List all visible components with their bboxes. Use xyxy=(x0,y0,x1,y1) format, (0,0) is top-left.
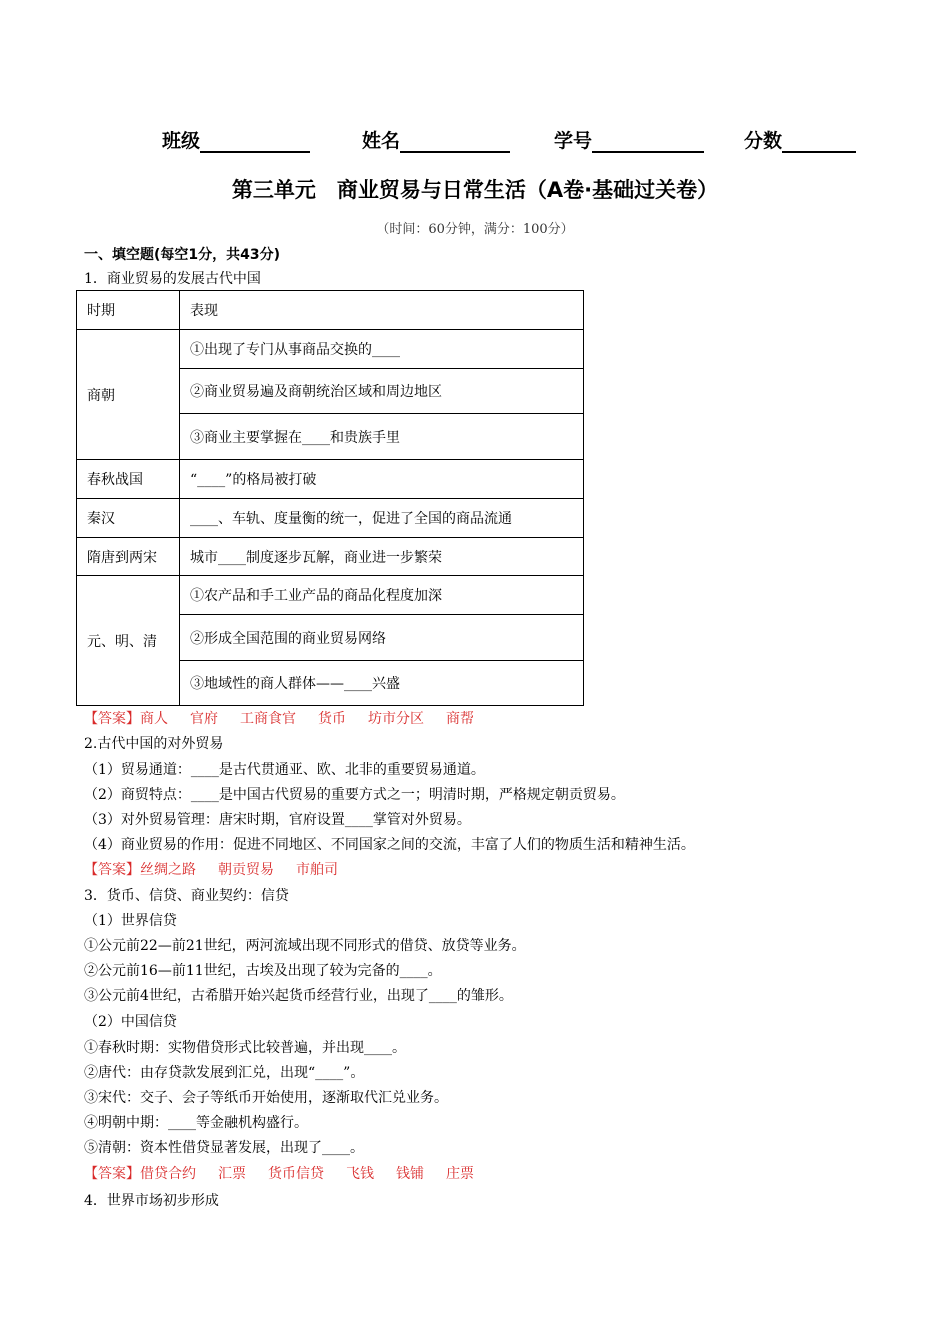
question-1-table xyxy=(76,290,584,706)
question-3-line: （2）中国信贷 xyxy=(84,1014,177,1030)
period-cell: 秦汉 xyxy=(77,499,180,538)
name-blank[interactable] xyxy=(400,129,510,153)
answer-item: 借贷合约 xyxy=(140,1166,196,1182)
table-row xyxy=(77,576,584,615)
question-2-line: （4）商业贸易的作用：促进不同地区、不同国家之间的交流，丰富了人们的物质生活和精神生活。 xyxy=(84,837,695,853)
class-blank[interactable] xyxy=(200,129,310,153)
table-row xyxy=(77,460,584,499)
content-cell: ③商业主要掌握在____和贵族手里 xyxy=(180,414,584,460)
table-header-row xyxy=(77,291,584,330)
answer-item: 货币信贷 xyxy=(268,1166,324,1182)
question-3-line: ①公元前22—前21世纪，两河流域出现不同形式的借贷、放贷等业务。 xyxy=(84,938,526,954)
content-header: 表现 xyxy=(180,291,584,330)
answer-label: 【答案】 xyxy=(84,711,140,727)
answer-item: 庄票 xyxy=(446,1166,474,1182)
content-cell: ①农产品和手工业产品的商品化程度加深 xyxy=(180,576,584,615)
answer-item: 丝绸之路 xyxy=(140,862,196,878)
question-2-title: 2.古代中国的对外贸易 xyxy=(84,736,224,752)
question-3-line: ②公元前16—前11世纪，古埃及出现了较为完备的____。 xyxy=(84,963,442,979)
answer-label: 【答案】 xyxy=(84,862,140,878)
content-cell: 城市____制度逐步瓦解，商业进一步繁荣 xyxy=(180,538,584,576)
answer-item: 坊市分区 xyxy=(368,711,424,727)
question-3-title: 3．货币、信贷、商业契约：信贷 xyxy=(84,888,289,904)
class-field[interactable] xyxy=(162,126,310,153)
answer-item: 市舶司 xyxy=(296,862,338,878)
period-cell: 隋唐到两宋 xyxy=(77,538,180,576)
score-blank[interactable] xyxy=(782,129,856,153)
question-3-line: ③宋代：交子、会子等纸币开始使用，逐渐取代汇兑业务。 xyxy=(84,1090,448,1106)
content-cell: ②形成全国范围的商业贸易网络 xyxy=(180,615,584,661)
table-row xyxy=(77,330,584,369)
id-field[interactable] xyxy=(554,126,704,153)
answer-item: 官府 xyxy=(190,711,218,727)
question-2-answer xyxy=(84,861,360,879)
answer-item: 工商食官 xyxy=(240,711,296,727)
table-row xyxy=(77,538,584,576)
question-2-line: （3）对外贸易管理：唐宋时期，官府设置____掌管对外贸易。 xyxy=(84,812,471,828)
exam-info: （时间：60分钟，满分：100分） xyxy=(376,222,574,237)
period-cell: 春秋战国 xyxy=(77,460,180,499)
content-cell: ②商业贸易遍及商朝统治区域和周边地区 xyxy=(180,369,584,414)
student-info-header xyxy=(0,126,950,156)
score-label: 分数 xyxy=(744,130,783,152)
question-1-answer xyxy=(84,710,496,728)
content-cell: ①出现了专门从事商品交换的____ xyxy=(180,330,584,369)
question-2-line: （2）商贸特点：____是中国古代贸易的重要方式之一；明清时期，严格规定朝贡贸易。 xyxy=(84,787,625,803)
page-title: 第三单元 商业贸易与日常生活（A卷·基础过关卷） xyxy=(231,178,719,202)
question-3-line: ③公元前4世纪，古希腊开始兴起货币经营行业，出现了____的雏形。 xyxy=(84,988,513,1004)
answer-item: 货币 xyxy=(318,711,346,727)
name-label: 姓名 xyxy=(362,130,401,152)
class-label: 班级 xyxy=(162,130,201,152)
question-3-line: ②唐代：由存贷款发展到汇兑，出现“____”。 xyxy=(84,1065,365,1081)
answer-item: 商帮 xyxy=(446,711,474,727)
answer-label: 【答案】 xyxy=(84,1166,140,1182)
question-3-line: ⑤清朝：资本性借贷显著发展，出现了____。 xyxy=(84,1140,364,1156)
period-cell: 商朝 xyxy=(77,330,180,460)
answer-item: 钱铺 xyxy=(396,1166,424,1182)
score-field[interactable] xyxy=(744,126,856,153)
content-cell: ③地域性的商人群体——____兴盛 xyxy=(180,661,584,706)
question-2-line: （1）贸易通道：____是古代贯通亚、欧、北非的重要贸易通道。 xyxy=(84,762,485,778)
answer-item: 商人 xyxy=(140,711,168,727)
answer-item: 朝贡贸易 xyxy=(218,862,274,878)
question-3-line: ④明朝中期：____等金融机构盛行。 xyxy=(84,1115,308,1131)
section-heading: 一、填空题(每空1分，共43分) xyxy=(84,247,281,263)
answer-item: 汇票 xyxy=(218,1166,246,1182)
name-field[interactable] xyxy=(362,126,510,153)
question-3-line: ①春秋时期：实物借贷形式比较普遍，并出现____。 xyxy=(84,1040,406,1056)
question-3-answer xyxy=(84,1165,496,1183)
id-label: 学号 xyxy=(554,130,593,152)
question-1-title: 1．商业贸易的发展古代中国 xyxy=(84,271,261,287)
table-row xyxy=(77,499,584,538)
period-header: 时期 xyxy=(77,291,180,330)
question-4-title: 4．世界市场初步形成 xyxy=(84,1193,219,1209)
answer-item: 飞钱 xyxy=(346,1166,374,1182)
content-cell: ____、车轨、度量衡的统一，促进了全国的商品流通 xyxy=(180,499,584,538)
content-cell: “____”的格局被打破 xyxy=(180,460,584,499)
question-3-line: （1）世界信贷 xyxy=(84,913,177,929)
period-cell: 元、明、清 xyxy=(77,576,180,706)
id-blank[interactable] xyxy=(592,129,704,153)
